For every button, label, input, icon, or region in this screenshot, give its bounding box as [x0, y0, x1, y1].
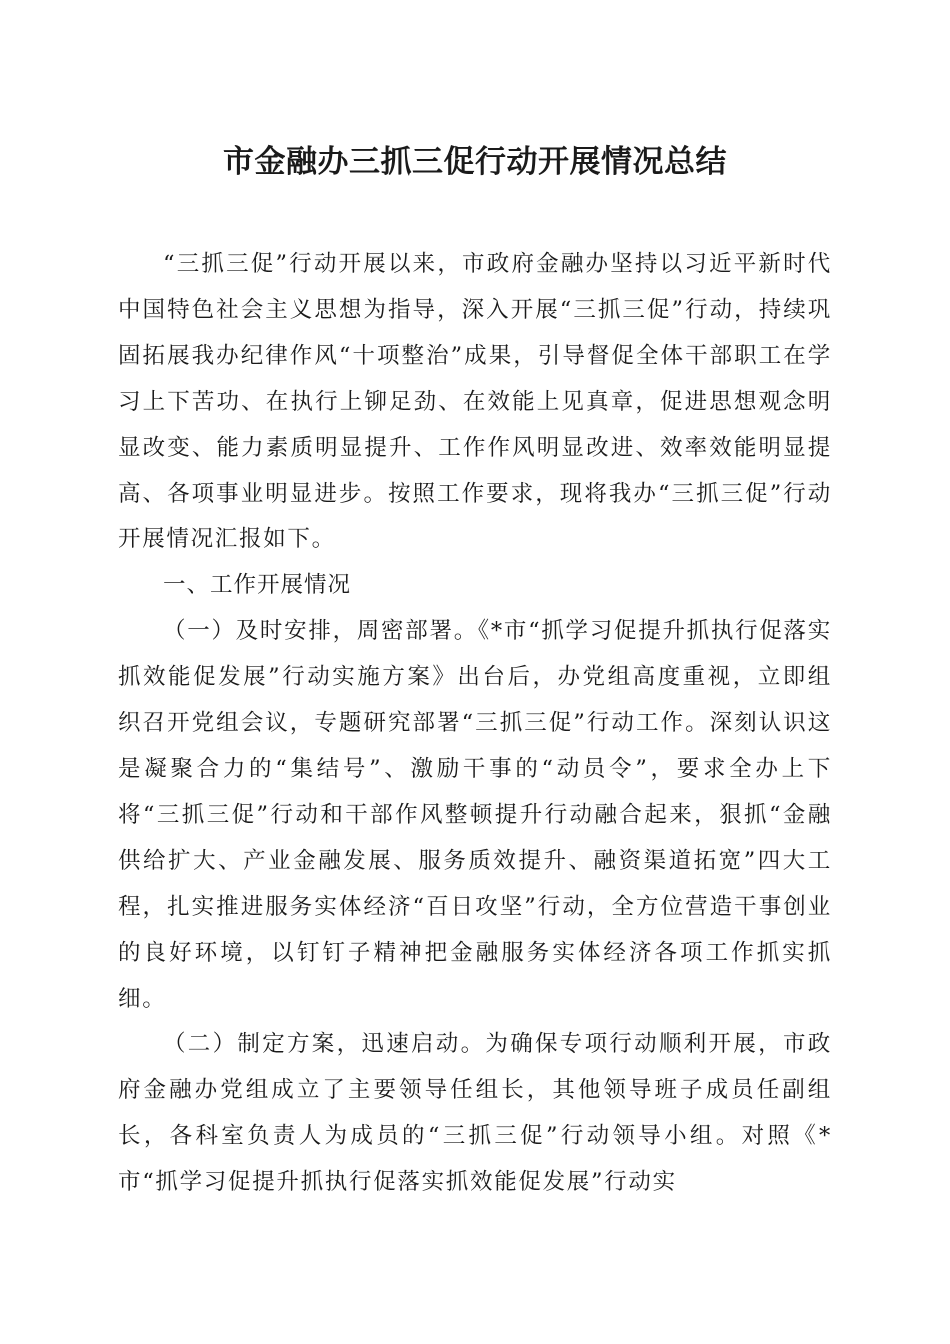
item-1-body: 《*市“抓学习促提升抓执行促落实抓效能促发展”行动实施方案》出台后，办党组高度重视，立即组织召开党组会议，专题研究部署“三抓三促”行动工作。深刻认识这是凝聚合力的“集结号”、激励干事的“动员令”，要求全办上下将“三抓三促”行动和干部作风整顿提升行动融合起来，狠抓“金融供给扩大、产业金融发展、服务质效提升、融资渠道拓宽”四大工程，扎实推进服务实体经济“百日攻坚”行动，全方位营造干事创业的良好环境，以钉钉子精神把金融服务实体经济各项工作抓实抓细。 [118, 618, 832, 1012]
item-2-body: 为确保专项行动顺利开展，市政府金融办党组成立了主要领导任组长，其他领导班子成员任副组长，各科室负责人为成员的“三抓三促”行动领导小组。对照《*市“抓学习促提升抓执行促落实抓效能促发展”行动实 [118, 1031, 832, 1196]
item-2-paragraph [118, 1022, 832, 1206]
intro-paragraph: “三抓三促”行动开展以来，市政府金融办坚持以习近平新时代中国特色社会主义思想为指导，深入开展“三抓三促”行动，持续巩固拓展我办纪律作风“十项整治”成果，引导督促全体干部职工在学习上下苦功、在执行上铆足劲、在效能上见真章，促进思想观念明显改变、能力素质明显提升、工作作风明显改进、效率效能明显提高、各项事业明显进步。按照工作要求，现将我办“三抓三促”行动开展情况汇报如下。 [118, 251, 832, 553]
document-page [118, 140, 832, 1206]
item-1-lead: （一）及时安排，周密部署。 [163, 618, 478, 645]
item-2-lead: （二）制定方案，迅速启动。 [163, 1031, 486, 1058]
section-heading-work-progress: 一、工作开展情况 [163, 572, 352, 599]
item-1-paragraph [118, 609, 832, 1022]
document-title: 市金融办三抓三促行动开展情况总结 [223, 144, 727, 180]
